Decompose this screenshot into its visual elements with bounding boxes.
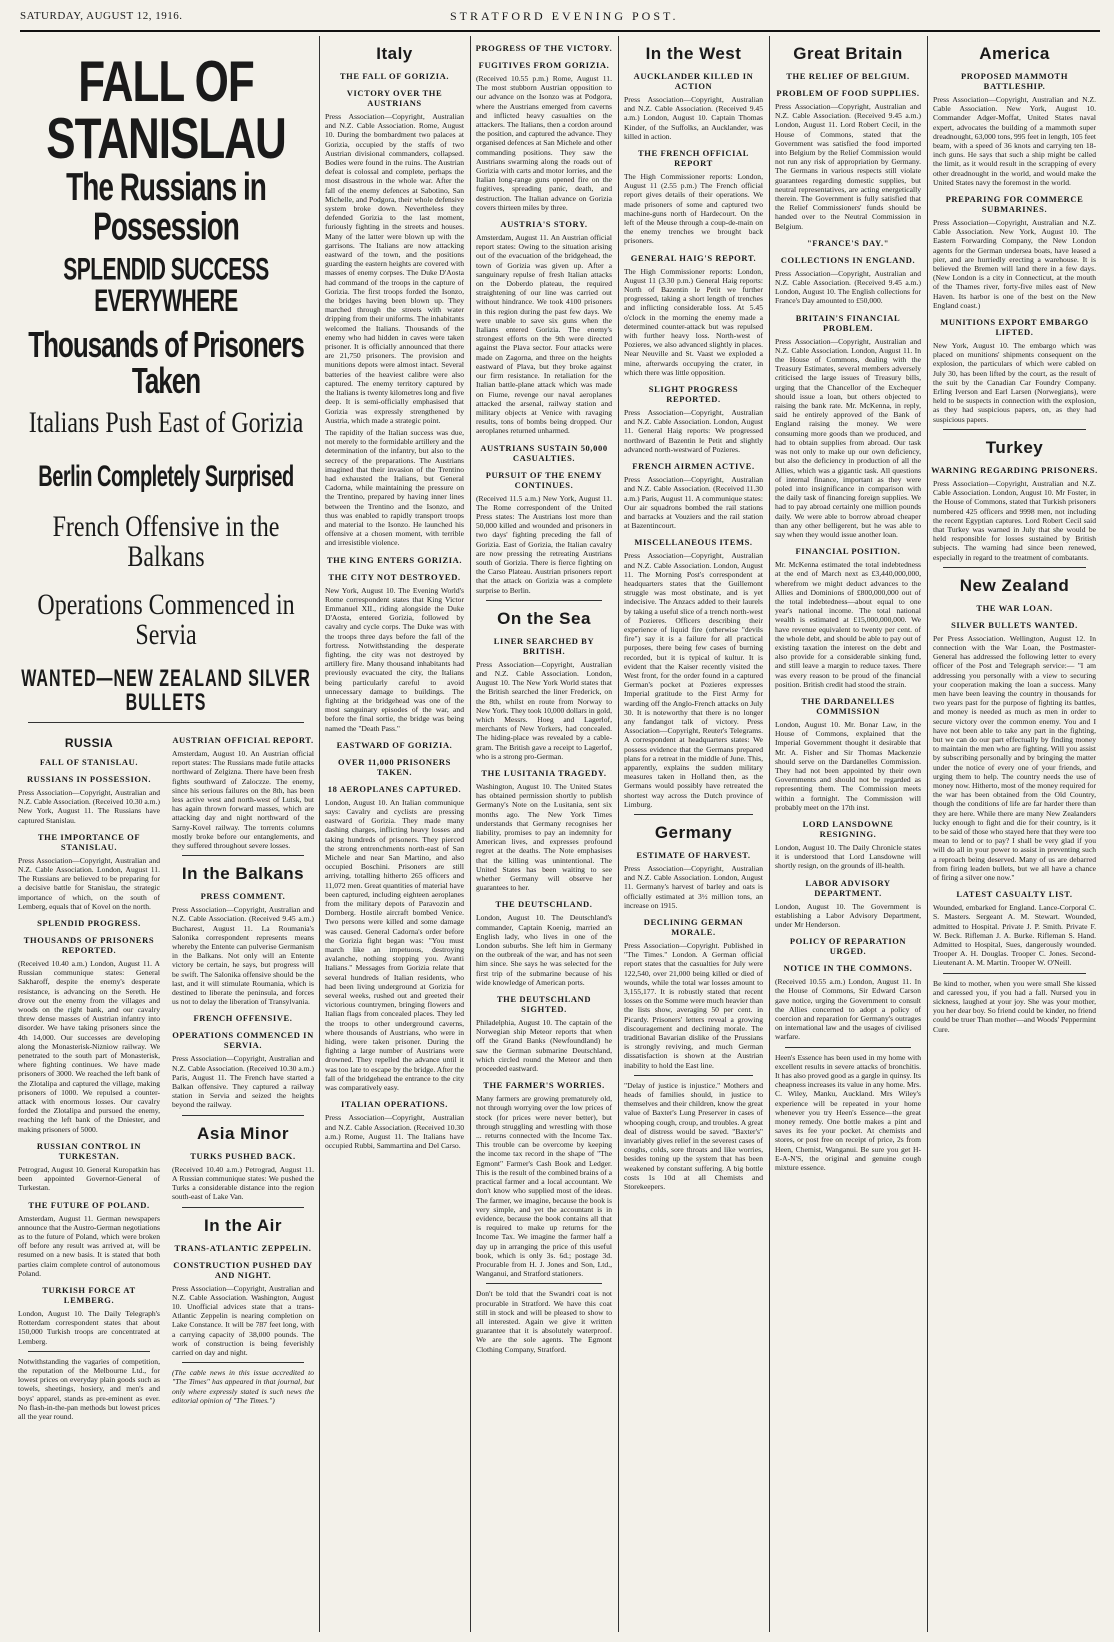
subheading: 18 AEROPLANES CAPTURED. xyxy=(327,783,462,794)
divider xyxy=(486,600,602,601)
divider xyxy=(634,1075,753,1076)
divider xyxy=(28,1351,150,1352)
advertisement-text: Don't be told that the Swandri coat is not procurable in Stratford. We have this coat still in stock and will be pleased to show to all interested. Again we give it written guarantee that it is absolutely waterproof. We are the sole agents. The Egmont Clothing Company, Stratford. xyxy=(476,1289,612,1354)
casualty-list: Wounded, embarked for England. Lance-Corporal C. S. Masters. Sergeant A. M. Stewart. Wounded, admitted to Hospital. Private J. P. Smith. Private F. W. Beck. Rifleman J. A. Burke. Rifleman S. Hand. Admitted to Hospital, Sues, dangerously wounded. Trooper A. H. Douglas. Trooper C. Jones. Second-Lieutenant A. M. Martin. Trooper W. O'Neill. xyxy=(933,903,1096,968)
divider xyxy=(486,1283,602,1284)
divider xyxy=(943,429,1086,430)
subheading: AUSTRIANS SUSTAIN 50,000 CASUALTIES. xyxy=(480,442,608,463)
lead-subhead-8: WANTED—NEW ZEALAND SILVER BULLETS xyxy=(21,666,311,716)
subheading: THE WAR LOAN. xyxy=(976,602,1053,613)
subheading: SILVER BULLETS WANTED. xyxy=(951,619,1078,630)
russia-section xyxy=(16,728,162,1424)
article-text: Press Association—Copyright, Australian and N.Z. Cable Association. London, August 11. General Haig reports: We progressed northward of Bazentin le Petit and slightly advanced north-westward of Pozieres. xyxy=(624,408,763,454)
subheading: THOUSANDS OF PRISONERS REPORTED. xyxy=(23,935,155,956)
subheading: AUSTRIA'S STORY. xyxy=(500,219,588,230)
editorial-note: (The cable news in this issue accredited to "The Times" has appeared in that journal, but only where expressly stated is such news the editorial opinion of "The Times.") xyxy=(172,1368,314,1405)
progress-sea-column xyxy=(474,36,614,1636)
article-text: Press Association—Copyright, Australian and N.Z. Cable Association. New York, August 10. Commander Adger-Moffat, United States naval expert, advocates the building of a mammoth super dreadnought, 63,000 tons, 995 feet in length, 105 feet beam, with a speed of 36 knots and carrying ten 18-inch guns. He says that such a ship might be called the limit, as it would result in the scrapping of every other dreadnought in the world, and would make the United States navy the foremost in the world. xyxy=(933,95,1096,187)
column-rule xyxy=(769,36,770,1632)
masthead xyxy=(20,6,1100,32)
subheading: THE CITY NOT DESTROYED. xyxy=(328,571,461,582)
article-text: Press Association—Copyright, Australian and N.Z. Cable Association. London, August 11. Germany's harvest of barley and oats is officially estimated at 3½ million tons, an increase on 1915. xyxy=(624,864,763,910)
article-text: The High Commissioner reports: London, August 11 (3.30 p.m.) General Haig reports: North of Bazentin le Petit we further progressed, taking a short length of trenches and inflicting considerable loss. At 5.45 o'clock in the morning the enemy made a determined counter-attack but was repulsed with further heavy loss. North-west of Pozieres, we also advanced slightly in places. Near Neuville and St. Vaast we exploded a mine, afterwards occupying the crater, in which there was little opposition. xyxy=(624,266,763,377)
advertisement-text: Heen's Essence has been used in my home with excellent results in severe attacks of bronchitis. It has also proved good as a gargle in quinsy. Its cheapness increases its value in any home. Mrs. C. Wiley, Manku, Auckland. Mrs Wiley's experience will be repeated in your home whenever you try Heen's Essence—the great money remedy. One bottle makes a pint and saves its fee your pocket. At chemists and stores, or post free on receipt of price, 2s from Heen, Chemist, Wanganui. Be sure you get H-E-A-N'S, the original and genuine cough mixture essence. xyxy=(775,1052,921,1173)
article-text: New York, August 10. The Evening World's Rome correspondent states that King Victor Emmanuel XII., riding alongside the Duke D'Aosta, entered Gorizia, followed by cavalry and cycle corps. The Duke was with the troops three days before the fall of the fortress. Notwithstanding the desperate fighting, the city was not destroyed by artillery fire. Many thousand inhabitants had previously evacuated the city, the Italians being particularly careful to avoid unnecessary damage to buildings. The fighting at the bridgehead was one of the most sanguinary episodes of the war, and before the final sortie, the bridge was being named the "Death Pass." xyxy=(325,585,464,733)
lead-subhead-7: Operations Commenced in Servia xyxy=(37,588,295,652)
article-text: (Received 10.40 a.m.) Petrograd, August 11. A Russian communique states: We pushed the Turks a considerable distance into the region south-east of Lake Van. xyxy=(172,1164,314,1202)
subheading: NOTICE IN THE COMMONS. xyxy=(783,963,913,974)
subheading: THE KING ENTERS GORIZIA. xyxy=(326,554,463,565)
lead-subhead-6: French Offensive in the Balkans xyxy=(52,510,280,574)
west-germany-column xyxy=(622,36,765,1636)
subheading: FRENCH AIRMEN ACTIVE. xyxy=(632,461,755,472)
subheading: PREPARING FOR COMMERCE SUBMARINES. xyxy=(945,194,1084,215)
subheading: COLLECTIONS IN ENGLAND. xyxy=(780,254,916,265)
subheading: TRANS-ATLANTIC ZEPPELIN. xyxy=(174,1242,312,1253)
subheading: LINER SEARCHED BY BRITISH. xyxy=(493,635,595,656)
article-text: Petrograd, August 10. General Kuropatkin has been appointed Governor-General of Turkestan. xyxy=(18,1164,160,1193)
article-text: Press Association—Copyright, Australian and N.Z. Cable Association. Washington, August 10. Unofficial advices state that a trans-Atlantic Zeppelin is nearing completion on Lake Constance. It will be 787 feet long, with a carrying capacity of 38,000 pounds. The work of construction is being feverishly carried on day and night. xyxy=(172,1283,314,1357)
subheading: ESTIMATE OF HARVEST. xyxy=(636,850,751,860)
subheading: PROBLEM OF FOOD SUPPLIES. xyxy=(776,88,920,98)
article-text: Press Association—Copyright, Australian and N.Z. Cable Association. (Received 10.30 a.m.) Rome, August 11. The Italians have occupied Rubbi, Sammartina and Del Carso. xyxy=(325,1113,464,1150)
article-text: The rapidity of the Italian success was due, not merely to the formidable artillery and the determination of the infantry, but also to the secrecy of the preparations. The Austrians imagined that their invasion of the Trentino had exhausted the Italians, but General Cadorna, while maintaining the pressure on the Trentino, prepared by having inner lines between the Trentino and the Isonzo, and thus was enabled to rapidly transport troops and material to the Isonzo. He launched his offensive at a chosen moment, with terrible and irresistible violence. xyxy=(325,427,464,548)
new-zealand-heading: New Zealand xyxy=(959,575,1070,595)
subheading: THE DEUTSCHLAND SIGHTED. xyxy=(496,994,592,1015)
issue-date: SATURDAY, AUGUST 12, 1916. xyxy=(20,10,183,22)
column-rule xyxy=(319,36,320,1632)
article-text: Press Association—Copyright, Australian and N.Z. Cable Association. London, August 10. Mr Foster, in the House of Commons, stated that Turkish prisoners numbered 425 officers and 9998 men, not including the recent Egyptian captures. Lord Robert Cecil said that Turkey was warned in July that she would be held responsible for losses sustained by British subjects. The warning had since been renewed, especially in regard to the treatment of combatants. xyxy=(933,478,1096,562)
italy-column xyxy=(323,36,466,1636)
subheading: VICTORY OVER THE AUSTRIANS xyxy=(346,88,443,108)
subheading: LABOR ADVISORY DEPARTMENT. xyxy=(805,877,891,898)
subheading: THE FRENCH OFFICIAL REPORT xyxy=(637,148,750,169)
subheading: THE RELIEF OF BELGIUM. xyxy=(786,71,910,81)
subheading: WARNING REGARDING PRISONERS. xyxy=(931,464,1098,475)
subheading: SLIGHT PROGRESS REPORTED. xyxy=(648,384,739,405)
divider xyxy=(182,1115,304,1116)
newspaper-title: STRATFORD EVENING POST. xyxy=(450,9,679,23)
on-the-sea-heading: On the Sea xyxy=(497,608,591,628)
article-text: Amsterdam, August 10. An Austrian official report states: The Russians made futile attacks northward of Zelgizna. There have been fresh fights southward of Zaloczze. The enemy, since his serious failures on the 8th, has been less active west and north-west of Lutsk, but has again thrown forward masses, which are attacking day and night northward of the Sarny-Kovel railway. The torrents columns mostly broke before our entanglements, and they suffered throughout severe losses. xyxy=(172,749,314,851)
column-rule xyxy=(927,36,928,1632)
column-rule xyxy=(470,36,471,1632)
america-column xyxy=(931,36,1098,1636)
article-text: Press Association—Copyright, Australian and N.Z. Cable Association. (Received 11.30 a.m.) Paris, August 11. A communique states: Our air squadrons bombed the rail stations and barracks at Vouziers and the rail station at Bazentincourt. xyxy=(624,475,763,531)
article-text: (Received 11.5 a.m.) New York, August 11. The Rome correspondent of the United Press states: The Austrians lost more than 50,000 killed and wounded and prisoners in two days' fighting preceding the fall of Gorizia. East of Gorizia, the Italian cavalry are now pressing the retreating Austrians south of Gorizia. There is fierce fighting on the Carso Plateau. Austrian prisoners report that the attack on Gorizia was a complete surprise to Berlin. xyxy=(476,493,612,595)
article-text: Press Association—Copyright, Australian and N.Z. Cable Association. London, August 10. The New York World states that the British searched the liner Frederick, on the 8th, whilst en route from Norway to New York. They took 10,000 dollars in gold, which Messrs. Hoeg and Lagerlof, merchants of New Yorkers, had concealed. The hiding-place was revealed by a cable-gram. The British gave a receipt to Lagerlof, who is a strong pro-German. xyxy=(476,659,612,761)
subheading: THE LUSITANIA TRAGEDY. xyxy=(481,767,607,778)
subheading: THE FALL OF GORIZIA. xyxy=(339,71,450,81)
in-the-air-heading: In the Air xyxy=(203,1215,283,1235)
advertisement-text: Many farmers are growing prematurely old, not through worrying over the low prices of stock (for prices were never better), but through struggling and wrestling with those ... returns connected with the Income Tax. This trouble can be overcome by keeping the income tax record in the shape of "The Egmont" Farmer's Cash Book and Ledger. This is the result of the combined brains of a practical farmer and a local accountant. We don't know who supplied most of the ideas. The farmer, we imagine, because the book is very simple, and yet the accountant is in evidence, because the book contains all that is required to make up returns for the Income Tax. We imagine the farmer half a day up in arranging the price of this useful book, which is only 3s. 6d.; postage 3d. Procurable from H. J. Jones and Son, Ltd., Wanganui, and Stratford stationers. xyxy=(476,1094,612,1279)
britain-column xyxy=(773,36,923,1636)
subheading: THE FARMER'S WORRIES. xyxy=(483,1080,605,1091)
lead-column xyxy=(16,36,316,1636)
article-text: Washington, August 10. The United States has obtained permission shortly to publish Germany's Note on the Lusitania, sent six months ago. The New York Times understands that Germany recognises her liability, promises to pay an indemnity for American lives, and expresses profound regret at the deaths. The Note emphasises that the killing was unintentional. The United States has been waiting to see whether Germany will observe her guarantees to her. xyxy=(476,781,612,893)
america-heading: America xyxy=(979,44,1050,63)
subheading: MUNITIONS EXPORT EMBARGO LIFTED. xyxy=(940,317,1089,338)
italy-heading: Italy xyxy=(376,44,413,63)
subheading: "FRANCE'S DAY." xyxy=(806,237,890,248)
article-text: Amsterdam, August 11. German newspapers announce that the Austro-German negotiations as to the future of Poland, which were broken off before any result was arrived at, will be resumed on a new basis. It is stated that both parties claim complete control of autonomous Poland. xyxy=(18,1213,160,1278)
article-text: (Received 10.55 a.m.) London, August 11. In the House of Commons, Sir Edward Carson gave notice, urging the Government to consult the Allies concerned to adopt a policy of coercion and reparation for Germany's outrages on international law and the usages of civilised warfare. xyxy=(775,977,921,1042)
article-text: Press Association—Copyright, Australian and N.Z. Cable Association. (Received 9.45 a.m.) London, August 11. Lord Robert Cecil, in the House of Commons, stated that the Government was satisfied the food imported into Belgium by the Relief Commission would not run any risk of appropriation by Germany. The Germans in various respects still violate guarantees regarding domestic supplies, but neutral representatives, are acting energetically therein. The Government is fully satisfied that the Relief Commissioners' funds should be handed over to the Neutral Commission in Belgium. xyxy=(775,102,921,231)
subheading: AUCKLANDER KILLED IN ACTION xyxy=(633,71,754,91)
asia-minor-heading: Asia Minor xyxy=(197,1123,289,1143)
advertisement-text: Be kind to mother, when you were small She kissed and caressed you, if you had a fall. Nursed you in sickness, laughed at your joy. She was your mother, you her dear boy. So friend could be kinder, no friend could be truer Than mother—and Woods' Peppermint Cure. xyxy=(933,978,1096,1034)
subheading: AUSTRIAN OFFICIAL REPORT. xyxy=(172,735,314,745)
article-text: Press Association—Copyright, Australian and N.Z. Cable Association. New York, August 10. The Eastern Forwarding Company, the New London agents for the German undersea boats, have leased a pier, and are hurriedly erecting a warehouse. It is believed the Bremen will land there in a few days. (New London is a city in Connecticut, at the mouth of the Thames river, forty-five miles east of New Haven. Its harbor is one of the best on the New England coast.) xyxy=(933,218,1096,310)
divider xyxy=(182,1207,304,1208)
article-text: (Received 10.55 p.m.) Rome, August 11. The most stubborn Austrian opposition to our advance on the Isonzo was at Podgora, where the Austrians emerged from caverns and inflicted heavy casualties on the attackers. The Italians, then a cordon around the position, and captured the advance. They organised defences at San Michele and other commanding positions. They saw the Austrians swarming along the roads out of Gorizia with carts and motor lorries, and the Italian long-range guns opened fire on the fugitives, spreading panic, death, and destruction. The Italian advance on Gorizia covers thirteen miles by three. xyxy=(476,74,612,212)
article-text: London, August 10. The Deutschland's commander, Captain Koenig, married an English lady, who lives in one of the London suburbs. She left him in Germany on the outbreak of the war, and has not seen him since. She says he was selected for the first trip of the submarine because of his wide knowledge of American ports. xyxy=(476,913,612,987)
germany-heading: Germany xyxy=(654,823,733,842)
advertisement-text: Notwithstanding the vagaries of competition, the reputation of the Melbourne Ltd., for lowest prices on everyday plain goods such as towels, sheetings, hosiery, and men's and boys' apparel, stands as pre-eminent as ever. No flash-in-the-pan methods but lowest prices all the year round. xyxy=(18,1356,160,1421)
article-text: Press Association—Copyright, Australian and N.Z. Cable Association. (Received 9.45 a.m.) Bucharest, August 11. La Roumania's Salonika correspondent represents means whereby the Entente can pulverise Germanism in the Balkans. Not only will an Entente victory be certain, he says, but progress will be swift. The Salonika offensive should be the last, and it will stimulate Roumania, which is destined to liberate the peninsula, and forces us not to delay the liberation of Transylvania. xyxy=(172,905,314,1007)
article-text: London, August 10. An Italian communique says: Cavalry and cyclists are pressing eastward of Gorizia. They made many dashing charges, inflicting heavy losses and taking hundreds of prisoners. They pierced the strong entrenchments north-east of San Michele and near San Martino, and also occupied Boschini. Prisoners are still arriving, totalling hitherto 265 officers and 11,072 men. Great quantities of material have been captured, including eighteen aeroplanes from the military depots of Paravozin and Dornberg. Hostile aircraft bombed Venice. Two persons were killed and some damage was caused. General Cadorna's order before the Gorizia fight began was: "You must march like an impetuous, destroying avalanche, nothing stopping you. Avanti Italians." Messages from Gorizia relate that several hundreds of Italian residents, who had been living underground at Gorizia for several weeks, rushed out and greeted their victorious countrymen, bringing flowers and Italian flags from concealed places. They led the troops to other underground caverns, where thousands of Austrians, who were in hiding, were taken prisoner. During the fighting a large number of Austrians were drowned. They repelled the advance until it was too late to escape by the bridge. After the fall of the bridgehead the entrance to the city was comparatively easy. xyxy=(325,797,464,1093)
divider xyxy=(634,814,753,815)
subheading: PROGRESS OF THE VICTORY. xyxy=(475,43,613,53)
subheading: THE IMPORTANCE OF STANISLAU. xyxy=(37,831,141,852)
subheading: LORD LANSDOWNE RESIGNING. xyxy=(802,819,894,839)
article-text: Press Association—Copyright. Published in "The Times." London. A German official report states that the casualties for July were 122,540, over 21,000 being killed or died of wounds, while the total war losses amount to 3,155,177. It is robustly stated that recent losses on the Somme were much heavier than the lists show, averaging 50 per cent. in Picardy. Prisoners' letters reveal a growing discouragement and declining morale. The traditional Bavarian dislike of the Prussians is strongly reviving, and much German dissatisfaction is shown at the Austrian inability to hold the East line. xyxy=(624,941,763,1070)
subheading: CONSTRUCTION PUSHED DAY AND NIGHT. xyxy=(173,1259,313,1280)
subheading: GENERAL HAIG'S REPORT. xyxy=(630,252,757,263)
divider xyxy=(28,722,304,723)
subheading: THE DARDANELLES COMMISSION xyxy=(801,695,895,716)
balkans-heading: In the Balkans xyxy=(181,864,305,884)
article-text: Press Association—Copyright, Australian and N.Z. Cable Association. (Received 9.45 a.m.) London, August 10. The English collections for France's Day amounted to £50,000. xyxy=(775,268,921,306)
divider xyxy=(943,973,1086,974)
subheading: PROPOSED MAMMOTH BATTLESHIP. xyxy=(960,71,1069,91)
article-text: Press Association—Copyright, Australian and N.Z. Cable Association. (Received 10.30 a.m.) Paris, August 11. The French have started a Balkan offensive. They captured a railway station in Servia and seized the heights beyond the railway. xyxy=(172,1054,314,1110)
advertisement-text: "Delay of justice is injustice." Mothers and heads of families should, in justice to themselves and their children, know the great value of Baxter's Lung Preserver in cases of whooping cough, croup, and troubles. A great deal of distress would be saved. "Baxter's" invariably gives relief in the severest cases of coughs, colds, sore throats and like worries, besides toning up the system that has been weakened by constant suffering. A big bottle costs 1s 10d at all Chemists and Storekeepers. xyxy=(624,1080,763,1192)
subheading: TURKS PUSHED BACK. xyxy=(190,1150,296,1161)
subheading: DECLINING GERMAN MORALE. xyxy=(643,917,744,938)
divider xyxy=(182,855,304,856)
article-text: Press Association—Copyright, Australian and N.Z. Cable Association. London, August 11. The Morning Post's correspondent at headquarters states that the Guillemont struggle was most obstinate, and is yet indecisive. The Anzacs added to their laurels by taking a useful slice of a trench north-west of Pozieres. Officers describing their experience of liquid fire (otherwise "devils fire") say it is a failure for all practical purposes, there being few cases of burning recorded, but it is typical of kultur. It is evident that the Kaiser recently visited the West front, for the order found in a captured German's pocket at Pozieres expresses Imperial gratitude to the First Army for warding off the Anglo-French attacks on July 30. It is noteworthy that there is no longer any fandangot talk of victory. Press Association—Copyright, Reuter's Telegrams. A correspondent at headquarters states: We possess evidence that the Germans prepared plans for a retreat in the middle of June. This, apparently, explains the sudden military measures taken in Holland then, as the Germans would possibly have retreated the shortest way across the Dutch province of Limburg. xyxy=(624,551,763,809)
article-text: Philadelphia, August 10. The captain of the Norwegian ship Meteor reports that when off the Grand Banks (Newfoundland) he saw the German submarine Deutschland, which circled round the Meteor and then proceeded eastward. xyxy=(476,1018,612,1074)
article-text: Press Association—Copyright, Australian and N.Z. Cable Association. Rome, August 10. During the bombardment two palaces at Gorizia, occupied by the staffs of two Austrian divisional commanders, collapsed. Bodies were found in the ruins. The Austrian defeat is colossal and complete, perhaps the most disastrous in the whole war. After the fall of the enemy defences at Sabotino, San Michelle, and Podgora, their whole defensive system broke down. Nevertheless they defended Gorizia to the last moment, furiously fighting in the streets and houses. Many of the latter were blown up with the garrisons. The Italians are now attacking eastward of the town, and the positions guarding the eastern heights are covered with masses of enemy corpses. The Duke D'Aosta had command of the troops in the capture of Gorizia. The first troops forded the Isonzo, the bridges having been blown up. They marched through the streets with water dripping from their uniforms. The inhabitants welcomed the Italians. Thousands of the enemy who had hidden in caves were taken prisoner. It is officially announced that there are 21,750 prisoners. The provision and munitions depots were almost intact. Several batteries of the heaviest calibre were also captured. The enemy territory captured by the Italians is twenty kilometres long and five deep. It is semi-officially emphasised that Gorizia was expressly strengthened by Austria, which made a strategic point. xyxy=(325,112,464,425)
subheading: FINANCIAL POSITION. xyxy=(795,546,901,557)
lead-subhead-4: Italians Push East of Gorizia xyxy=(28,406,304,440)
subheading: BRITAIN'S FINANCIAL PROBLEM. xyxy=(795,312,901,333)
subheading: RUSSIAN CONTROL IN TURKESTAN. xyxy=(36,1140,142,1161)
great-britain-heading: Great Britain xyxy=(793,44,903,63)
subheading: PURSUIT OF THE ENEMY CONTINUES. xyxy=(485,469,603,490)
article-text: London, August 10. Mr. Bonar Law, in the House of Commons, explained that the Imperial Government thought it desirable that Mr. A. Fisher and Sir Thomas Mackenzie should serve on the Dardanelles Commission. They had not been appointed by their own Governments and should not be regarded as representing them. The Commission meets within a fortnight. The Commission will probably meet on the 17th inst. xyxy=(775,719,921,812)
subheading: MISCELLANEOUS ITEMS. xyxy=(634,537,753,548)
lead-body-columns xyxy=(16,728,316,1424)
article-text: Press Association—Copyright, Australian and N.Z. Cable Association. (Received 9.45 a.m.) London, August 10. Captain Thomas Kinder, of the Suffolks, an Aucklander, was killed in action. xyxy=(624,95,763,141)
article-text: Press Association—Copyright, Australian and N.Z. Cable Association. London, August 11. In the House of Commons, dealing with the Treasury Estimates, several members adversely criticised the large issues of Treasury bills, urging that the Chancellor of the Exchequer should issue a loan, but others objected to raising the bank rate. Mr. McKenna, in reply, said he entirely approved of the Bank of England raising the money. We were consuming more goods than we produced, and had to obtain supplies from abroad. Our task was not only to make up our own deficiency, but also the deficiency in production of all the Allies, which was a gigantic task. All questions of internal finance, important as they were poled into insignificance in comparison with the daily task of financing foreign supplies. We had to pay abroad certainly one million pounds daily. We were able to borrow abroad cheaper than any other belligerent, but he was able to say when they would issue another loan. xyxy=(775,336,921,539)
in-the-west-heading: In the West xyxy=(645,44,742,63)
subheading: SPLENDID PROGRESS. xyxy=(37,918,141,929)
subheading: THE FUTURE OF POLAND. xyxy=(28,1199,150,1210)
lead-subhead-5: Berlin Completely Surprised xyxy=(38,460,294,494)
article-text: Per Press Association. Wellington, August 12. In connection with the War Loan, the Postmaster-General has addressed the following letter to every officer of the Post and Telegraph service:— "I am addressing you personally with a view to securing your cooperation making the loan a success. Many men have been leaving the country in thousands for two years past for the purpose of fighting its battles, and money is needed as much as men in order to secure victory over the common enemy. You and I have not been able to take any part in the fighting, but we can do our part effectually by finding money to maintain the men who are fighting. Will you assist by subscribing personally and by bringing the matter under the notice of every one of your friends, and urging them to help. The country needs the use of money now. Hitherto, most of the money required for the war has been obtained from the Old Country, though the conditions of life are far harder there than they are here. While there are many New Zealanders lucky enough to fight and die for their country, is it to be said of those who stayed here that they were too mean to lend or to pay? I shall be very glad if you will do all in your power to assist in preventing such a reproach being deserved. Many of us are debarred from firing leaden bullets, but we all have a chance of firing a silver one now." xyxy=(933,633,1097,882)
subheading: LATEST CASUALTY LIST. xyxy=(956,889,1073,900)
subheading: POLICY OF REPARATION URGED. xyxy=(789,936,907,957)
subheading: FRENCH OFFENSIVE. xyxy=(193,1013,293,1024)
article-text: The High Commissioner reports: London, August 11 (2.55 p.m.) The French official report gives details of their operations. We made prisoners of some and captured two machine-guns north of Hardecourt. On the left of the Meuse through a coup-de-main on the enemy trenches we brought back prisoners. xyxy=(624,172,763,246)
lead-subhead-3: Thousands of Prisoners Taken xyxy=(28,323,304,402)
russia-heading: RUSSIA xyxy=(64,736,114,750)
article-text: Press Association—Copyright, Australian and N.Z. Cable Association. London, August 11. The Russians are believed to be preparing for a decisive battle for Stanislau, the strategic importance of which, on the south of Lemberg, equals that of Kovel on the north. xyxy=(18,855,160,911)
article-text: Amsterdam, August 11. An Austrian official report states: Owing to the situation arising out of the evacuation of the bridgehead, the town of Gorizia was given up. After a sanguinary repulse of fresh Italian attacks on the Doberdo plateau, the required straightening of our line was carried out without hindrance. We took 4100 prisoners in this region during the past few days. We were unable to save six guns when the Italians entered Gorizia. The enemy's strongest efforts on the 9th were directed against the Plava sector. Four attacks were made on Zagorna, and three on the heights eastward of Plava, but they broke against our firm resistance. In retaliation for the Italian battle-plane attack which was made on Fiume, revenge our naval aeroplanes attacked the arsenal, railway station and military objects at Venice with ravaging results, tons of bombs being dropped. Our aeroplanes returned unharmed. xyxy=(476,233,612,436)
article-text: London, August 10. The Daily Telegraph's Rotterdam correspondent states that about 150,000 Turkish troops are concentrated at Lemberg. xyxy=(18,1308,160,1346)
divider xyxy=(943,567,1086,568)
subheading: PRESS COMMENT. xyxy=(200,891,286,902)
article-text: New York, August 10. The embargo which was placed on munitions' shipments consequent on the explosion, the particulars of which were cabled on July 30, has been lifted by the court, as the result of the suit by the Canadian Car Foundry Company. Erling Iverson and Earl Larsen (Norwegians), were held to be suspects in connection with the explosion, as they had suspicious papers, on, as they had suspicious papers. xyxy=(933,341,1096,424)
lead-headline: FALL OF STANISLAU xyxy=(46,50,286,171)
subheading: EASTWARD OF GORIZIA. xyxy=(336,739,453,750)
subheading: TURKISH FORCE AT LEMBERG. xyxy=(42,1284,136,1305)
column-rule xyxy=(618,36,619,1632)
subheading: FUGITIVES FROM GORIZIA. xyxy=(478,60,610,70)
subheading: OVER 11,000 PRISONERS TAKEN. xyxy=(338,756,451,777)
turkey-heading: Turkey xyxy=(985,437,1044,457)
article-text: Mr. McKenna estimated the total indebtedness at the end of March next as £3,440,000,000, wherefrom we might deduct advances to the Allies and Dominions of £800,000,000 out of the total indebtedness—about equal to one year's national income. The total national wealth is estimated at £15,000,000,000. We have revenue equivalent to twenty per cent. of the whole debt, and should be able to pay out of existing taxation the interest on the debt and also provide for a considerable sinking fund, and still leave a margin to reduce taxes. There was every reason to be proud of the financial position. British credit had stood the strain. xyxy=(775,560,921,689)
lead-subhead-2: SPLENDID SUCCESS EVERYWHERE xyxy=(63,252,269,319)
subheading: RUSSIANS IN POSSESSION. xyxy=(26,774,152,784)
article-text: Press Association—Copyright, Australian and N.Z. Cable Association. (Received 10.30 a.m.) New York, August 11. The Russians have captured Stanislau. xyxy=(18,788,160,825)
divider xyxy=(182,1362,304,1363)
article-text: London, August 10. The Daily Chronicle states it is understood that Lord Lansdowne will shortly resign, on the grounds of ill-health. xyxy=(775,843,921,871)
divider xyxy=(785,1047,911,1048)
subheading: THE DEUTSCHLAND. xyxy=(495,899,593,910)
lead-subhead-1: The Russians in Possession xyxy=(66,165,266,248)
subheading: FALL OF STANISLAU. xyxy=(39,757,139,767)
article-text: (Received 10.40 a.m.) London, August 11. A Russian communique states: General Sakharoff, despite the enemy's desperate resistance, is advancing on the Sereth. He drove out the enemy from the villages and woods on the right bank, and our cavalry threw dense masses of Austrian infantry into disorder. We have taking prisoners since the 4th 14,000. Our successes are developing along the Monasterisk-Nizniow railway. We penetrated to the south part of Monasterisk, where fighting continues. We have made prisoners of 3000. We reached the left bank of the Zlotalipa and captured the village, making prisoners of 1000. We repulsed a counter-attack with enormous losses. Our cavalry forded the Zlotalipa and pursued the enemy, reaching the left bank of the Dniester, and making prisoners of 5000. xyxy=(18,959,160,1134)
article-text: London, August 10. The Government is establishing a Labor Advisory Department, under Mr Henderson. xyxy=(775,901,921,930)
subheading: OPERATIONS COMMENCED IN SERVIA. xyxy=(172,1030,314,1051)
balkans-section xyxy=(170,728,316,1424)
subheading: ITALIAN OPERATIONS. xyxy=(341,1099,448,1110)
